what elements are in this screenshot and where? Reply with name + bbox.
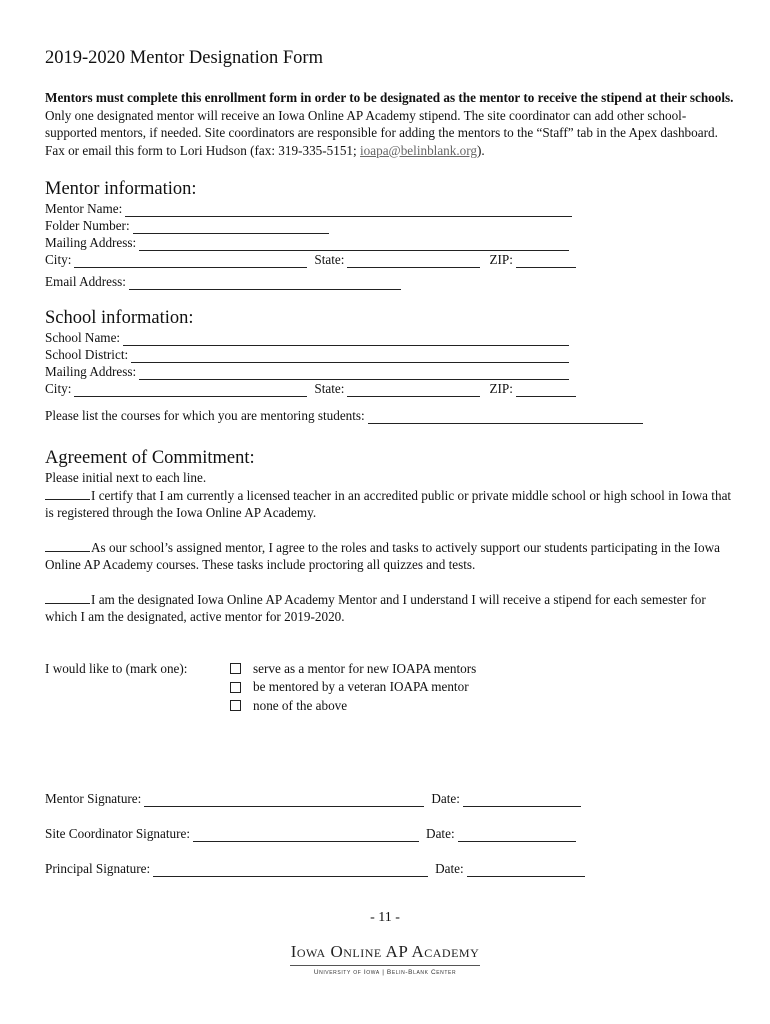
mentor-city-field[interactable] bbox=[74, 255, 307, 268]
principal-signature-row bbox=[45, 861, 585, 877]
school-city-label: City: bbox=[45, 381, 72, 396]
mentor-date-field[interactable] bbox=[463, 794, 581, 807]
mentor-mailing-label: Mailing Address: bbox=[45, 235, 137, 250]
mentor-email-row bbox=[45, 273, 735, 290]
initial-field-3[interactable] bbox=[45, 591, 90, 604]
form-page bbox=[45, 48, 735, 715]
mentor-email-field[interactable] bbox=[129, 277, 401, 290]
agreement-instruction: Please initial next to each line. bbox=[45, 470, 207, 485]
page-title: 2019-2020 Mentor Designation Form bbox=[45, 48, 323, 68]
principal-date-field[interactable] bbox=[467, 864, 585, 877]
site-signature-label: Site Coordinator Signature: bbox=[45, 826, 191, 841]
school-mailing-label: Mailing Address: bbox=[45, 364, 137, 379]
courses-field[interactable] bbox=[368, 411, 643, 424]
page-number: - 11 - bbox=[370, 910, 400, 925]
mentor-state-label: State: bbox=[314, 252, 345, 267]
initial-field-2[interactable] bbox=[45, 539, 90, 552]
agreement-text-1: I certify that I am currently a licensed teacher in an accredited public or private middle school or high school in Iowa that is registered through the Iowa Online AP Academy. bbox=[45, 487, 732, 520]
folder-number-row bbox=[45, 217, 735, 234]
mentor-signature-row bbox=[45, 791, 581, 807]
logo-sub-text: University of Iowa | Belin-Blank Center bbox=[313, 969, 457, 976]
school-district-row bbox=[45, 346, 735, 363]
option-label: be mentored by a veteran IOAPA mentor bbox=[253, 679, 469, 694]
school-state-label: State: bbox=[314, 381, 345, 396]
option-serve-mentor[interactable] bbox=[230, 660, 476, 679]
agreement-heading: Agreement of Commitment: bbox=[45, 448, 255, 468]
mentor-zip-label: ZIP: bbox=[489, 252, 513, 267]
mentor-signature-label: Mentor Signature: bbox=[45, 791, 142, 806]
agreement-item-3 bbox=[45, 591, 735, 626]
school-zip-field[interactable] bbox=[516, 384, 576, 397]
logo-main-text: Iowa Online AP Academy bbox=[290, 942, 480, 961]
mark-options bbox=[230, 660, 476, 716]
ioapa-logo bbox=[0, 942, 770, 976]
agreement-text-2: As our school’s assigned mentor, I agree to the roles and tasks to actively support our students participating in the Iowa Online AP Academy courses. These tasks include proctoring all quizzes and tests. bbox=[45, 539, 721, 572]
logo-divider bbox=[290, 965, 480, 966]
mentor-city-label: City: bbox=[45, 252, 72, 267]
intro-end: ). bbox=[477, 142, 485, 158]
school-district-field[interactable] bbox=[131, 350, 569, 363]
folder-number-field[interactable] bbox=[133, 221, 329, 234]
agreement-item-2 bbox=[45, 539, 735, 574]
school-mailing-row bbox=[45, 363, 735, 380]
option-none[interactable] bbox=[230, 697, 476, 716]
folder-number-label: Folder Number: bbox=[45, 218, 130, 233]
school-state-field[interactable] bbox=[347, 384, 480, 397]
principal-signature-field[interactable] bbox=[153, 864, 428, 877]
school-district-label: School District: bbox=[45, 347, 129, 362]
intro-bold: Mentors must complete this enrollment form in order to be designated as the mentor to receive the stipend at their schools. bbox=[45, 90, 734, 105]
school-name-row bbox=[45, 329, 735, 346]
school-heading: School information: bbox=[45, 308, 194, 328]
option-label: none of the above bbox=[253, 697, 348, 713]
mark-one-block bbox=[45, 660, 735, 716]
principal-signature-label: Principal Signature: bbox=[45, 861, 151, 876]
checkbox-icon[interactable] bbox=[230, 682, 241, 693]
option-label: serve as a mentor for new IOAPA mentors bbox=[253, 660, 477, 676]
school-mailing-field[interactable] bbox=[139, 367, 569, 380]
school-city-field[interactable] bbox=[74, 384, 307, 397]
mentor-city-row bbox=[45, 251, 735, 268]
option-be-mentored[interactable] bbox=[230, 678, 476, 697]
site-date-label: Date: bbox=[426, 826, 455, 841]
courses-label: Please list the courses for which you are mentoring students: bbox=[45, 408, 365, 423]
mentor-name-field[interactable] bbox=[125, 204, 572, 217]
mentor-heading: Mentor information: bbox=[45, 179, 197, 199]
school-name-field[interactable] bbox=[123, 333, 569, 346]
mentor-mailing-row bbox=[45, 234, 735, 251]
site-signature-row bbox=[45, 826, 576, 842]
mentor-name-row bbox=[45, 200, 735, 217]
mentor-state-field[interactable] bbox=[347, 255, 480, 268]
school-zip-label: ZIP: bbox=[489, 381, 513, 396]
checkbox-icon[interactable] bbox=[230, 663, 241, 674]
intro-paragraph bbox=[45, 89, 735, 159]
courses-row bbox=[45, 407, 735, 424]
site-signature-field[interactable] bbox=[193, 829, 419, 842]
intro-text: Only one designated mentor will receive an Iowa Online AP Academy stipend. The site coordinator can add other school-supported mentors, if needed. Site coordinators are responsible for adding the mentors to the “Staff” tab in the Apex dashboard. Fax or email this form to Lori Hudson (fax: 319-335-5151; bbox=[45, 107, 718, 158]
principal-date-label: Date: bbox=[435, 861, 464, 876]
school-city-row bbox=[45, 380, 735, 397]
email-link[interactable]: ioapa@belinblank.org bbox=[360, 142, 478, 158]
mark-one-label: I would like to (mark one): bbox=[45, 660, 188, 676]
agreement-text-3: I am the designated Iowa Online AP Academy Mentor and I understand I will receive a stipend for each semester for which I am the designated, active mentor for 2019-2020. bbox=[45, 591, 706, 624]
mentor-date-label: Date: bbox=[431, 791, 460, 806]
site-date-field[interactable] bbox=[458, 829, 576, 842]
mentor-email-label: Email Address: bbox=[45, 274, 126, 289]
mentor-zip-field[interactable] bbox=[516, 255, 576, 268]
mentor-signature-field[interactable] bbox=[144, 794, 424, 807]
mentor-mailing-field[interactable] bbox=[139, 238, 569, 251]
agreement-item-1 bbox=[45, 487, 735, 522]
mentor-name-label: Mentor Name: bbox=[45, 201, 123, 216]
checkbox-icon[interactable] bbox=[230, 700, 241, 711]
initial-field-1[interactable] bbox=[45, 487, 90, 500]
school-name-label: School Name: bbox=[45, 330, 121, 345]
